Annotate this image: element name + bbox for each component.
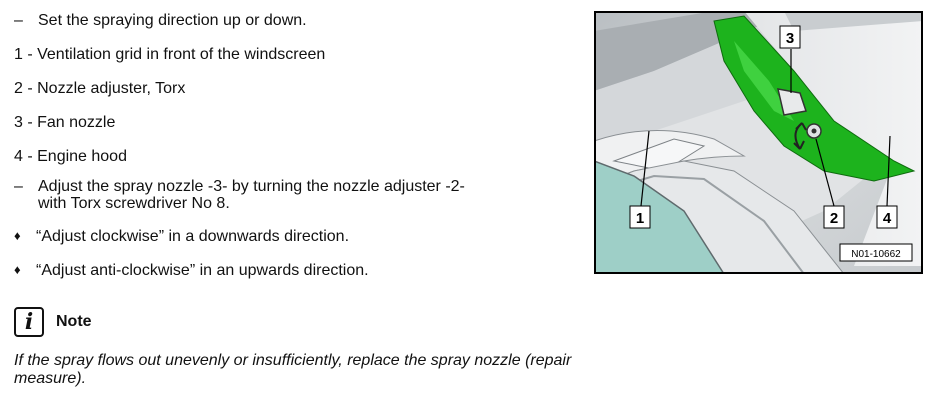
bullet-anticlockwise <box>14 261 369 280</box>
step-text: Set the spraying direction up or down. <box>38 12 307 29</box>
callout-2 <box>824 206 844 228</box>
svg-text:1: 1 <box>635 210 645 227</box>
dash-marker: – <box>14 12 23 29</box>
svg-text:2: 2 <box>829 210 839 227</box>
callout-4 <box>877 206 897 228</box>
note-header <box>14 305 92 339</box>
torx-socket <box>812 129 817 134</box>
legend-item-1 <box>14 45 325 64</box>
callout-3 <box>780 26 800 48</box>
svg-text:3: 3 <box>785 30 795 47</box>
step-set-direction <box>14 11 307 30</box>
bullet-text: “Adjust anti-clockwise” in an upwards direction. <box>36 262 369 279</box>
bullet-marker: ♦ <box>14 228 21 243</box>
nozzle-illustration <box>594 11 923 274</box>
svg-text:4: 4 <box>882 210 892 227</box>
legend-item-3 <box>14 113 115 132</box>
note-text: If the spray flows out unevenly or insufficiently, replace the spray nozzle (repair measure). <box>14 352 572 387</box>
bullet-marker: ♦ <box>14 262 21 277</box>
bullet-text: “Adjust clockwise” in a downwards direction. <box>36 228 350 245</box>
svg-text:N01-10662: N01-10662 <box>851 249 901 260</box>
figure-reference <box>840 244 912 261</box>
step-text-line-2: with Torx screwdriver No 8. <box>38 195 230 212</box>
legend-text: 3 - Fan nozzle <box>14 114 116 131</box>
step-adjust-nozzle <box>14 178 465 212</box>
nozzle-figure <box>594 11 923 274</box>
legend-text: 4 - Engine hood <box>14 148 127 165</box>
info-icon: i <box>14 307 44 337</box>
bullet-clockwise <box>14 227 349 246</box>
legend-text: 2 - Nozzle adjuster, Torx <box>14 80 186 97</box>
callout-1 <box>630 206 650 228</box>
legend-item-2 <box>14 79 185 98</box>
note-label: Note <box>56 313 92 330</box>
legend-text: 1 - Ventilation grid in front of the windscreen <box>14 46 326 63</box>
dash-marker: – <box>14 178 23 195</box>
legend-item-4 <box>14 147 127 166</box>
step-text-line-1: Adjust the spray nozzle -3- by turning the nozzle adjuster -2- <box>38 178 465 195</box>
